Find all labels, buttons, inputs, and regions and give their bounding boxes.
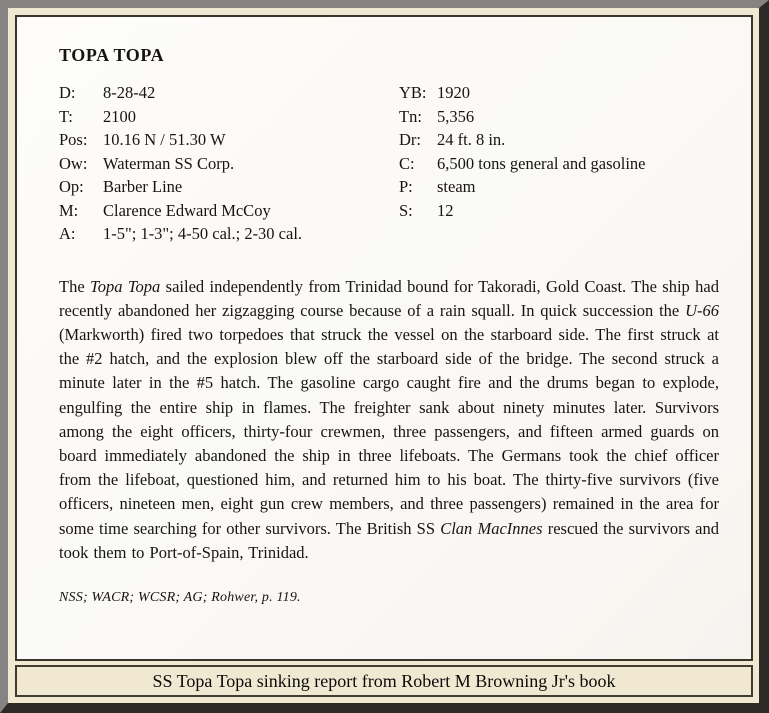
spec-label: C:	[399, 153, 415, 173]
spec-label: Dr:	[399, 130, 421, 149]
spec-row-time	[59, 105, 399, 129]
spec-row-speed	[399, 199, 721, 223]
spec-value: 1-5"; 1-3"; 4-50 cal.; 2-30 cal.	[103, 224, 303, 243]
spec-value: 24 ft. 8 in.	[437, 130, 506, 149]
spec-row-propulsion	[399, 175, 721, 199]
spec-label: S:	[399, 200, 413, 220]
spec-label: Pos:	[59, 130, 88, 149]
ship-specs	[59, 81, 721, 246]
spec-row-owner	[59, 152, 399, 176]
spec-value: Clarence Edward McCoy	[103, 200, 271, 220]
spec-label: D:	[59, 83, 76, 102]
spec-label: Op:	[59, 177, 84, 196]
spec-value: steam	[437, 177, 476, 196]
spec-label: Tn:	[399, 106, 422, 126]
spec-value: 8-28-42	[103, 83, 156, 102]
spec-row-master	[59, 199, 399, 223]
document-page	[15, 15, 753, 661]
spec-label: M:	[59, 200, 79, 220]
spec-row-date	[59, 81, 399, 105]
spec-value: 1920	[437, 83, 470, 102]
spec-label: A:	[59, 224, 76, 243]
spec-row-operator	[59, 175, 399, 199]
specs-column-left	[59, 81, 399, 246]
spec-value: 12	[437, 200, 454, 220]
spec-value: 5,356	[437, 106, 475, 126]
specs-column-right	[399, 81, 721, 246]
spec-row-draft	[399, 128, 721, 152]
caption-bar	[15, 665, 753, 697]
spec-row-year-built	[399, 81, 721, 105]
spec-value: Waterman SS Corp.	[103, 153, 235, 173]
ship-name-title: TOPA TOPA	[59, 45, 165, 65]
caption-text: SS Topa Topa sinking report from Robert M Browning Jr's book	[152, 670, 616, 691]
spec-value: Barber Line	[103, 177, 183, 196]
spec-value: 10.16 N / 51.30 W	[103, 130, 226, 149]
spec-value: 2100	[103, 106, 136, 126]
spec-row-tonnage	[399, 105, 721, 129]
spec-label: YB:	[399, 83, 427, 102]
spec-label: T:	[59, 106, 73, 126]
spec-row-armament	[59, 222, 399, 246]
spec-row-position	[59, 128, 399, 152]
citation-line: NSS; WACR; WCSR; AG; Rohwer, p. 119.	[59, 589, 301, 605]
report-paragraph: The Topa Topa sailed independently from Trinidad bound for Takoradi, Gold Coast. The ship had recently abandoned her zigzagging course because of a rain squall. In quick succession the U-66 (Markworth) fired two torpedoes that struck the vessel on the starboard side. The first struck at the #2 hatch, and the explosion blew off the starboard side of the bridge. The second struck a minute later in the #5 hatch. The gasoline cargo caught fire and the drums began to explode, engulfing the entire ship in flames. The freighter sank about ninety minutes later. Survivors among the eight officers, thirty-four crewmen, three passengers, and fifteen armed guards on board immediately abandoned the ship in three lifeboats. The Germans took the chief officer from the lifeboat, questioned him, and returned him to his boat. The thirty-five survivors (five officers, nineteen men, eight gun crew members, and three passengers) remained in the area for some time searching for other survivors. The British SS Clan MacInnes rescued the survivors and took them to Port-of-Spain, Trinidad.	[59, 276, 719, 562]
spec-label: P:	[399, 177, 413, 196]
spec-label: Ow:	[59, 153, 88, 173]
spec-row-cargo	[399, 152, 721, 176]
spec-value: 6,500 tons general and gasoline	[437, 153, 646, 173]
